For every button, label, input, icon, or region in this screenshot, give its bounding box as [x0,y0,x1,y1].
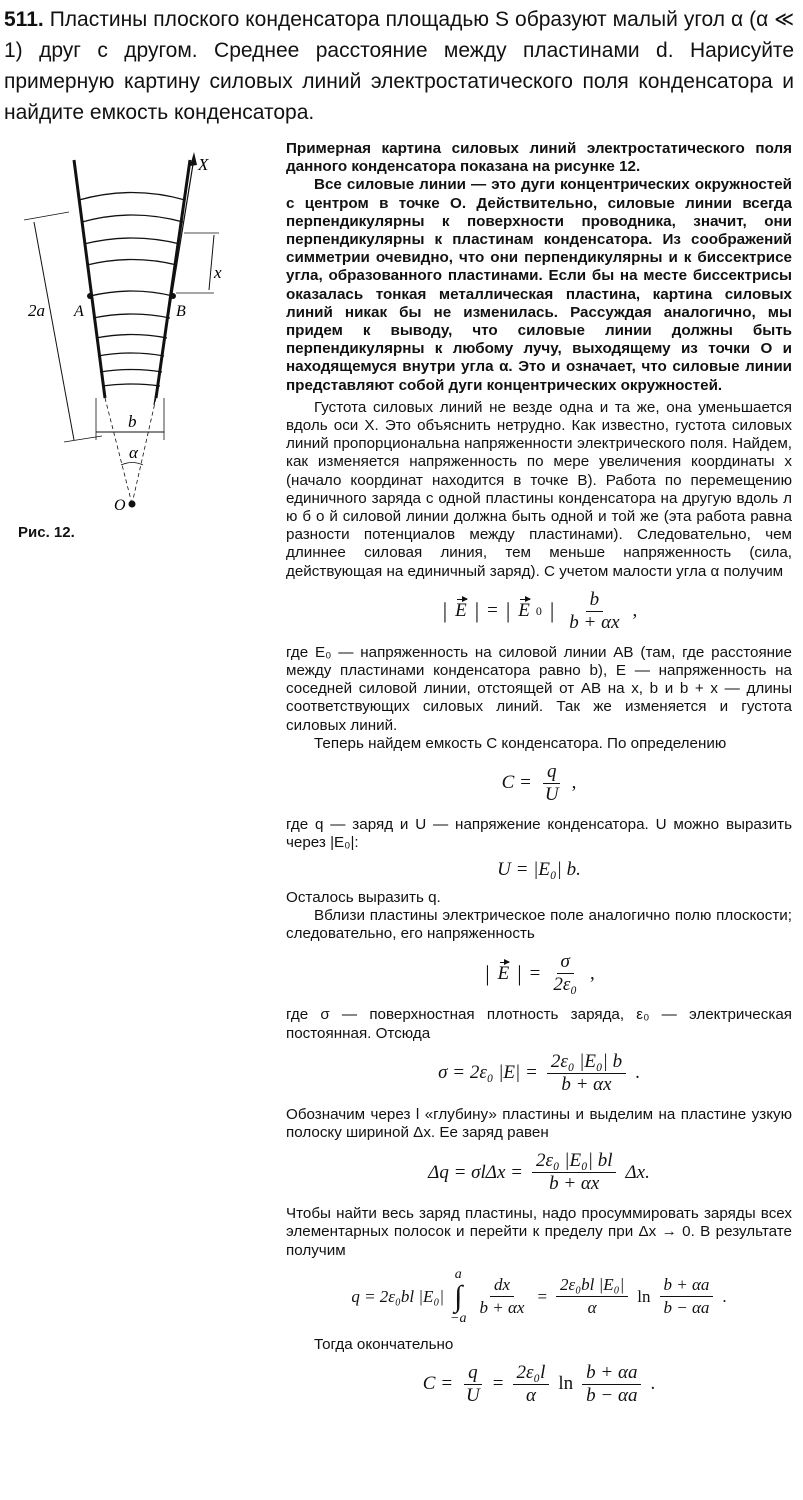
f7-d1: b + αx [479,1298,525,1318]
f2-lhs: C = [501,772,532,794]
f7-n2: 2ε₀bl |E₀| [556,1274,628,1297]
f5-lhs: σ = 2ε₀ |E| = [438,1062,538,1084]
sol-p9: где σ — поверхностная плотность заряда, ε₀ — электрическая постоянная. Отсюда [286,1006,792,1042]
f3-text: U = |E₀| b. [497,858,581,880]
f7-d2: α [587,1298,597,1318]
f6-lhs: Δq = σlΔx = [428,1161,523,1183]
field-arc [90,291,173,296]
sol-p10: Обозначим через l «глубину» пластины и выделим на пластине узкую полоску шириной Δx. Ее заряд равен [286,1105,792,1141]
f8-d2: α [525,1384,536,1406]
f8-lhs: C = [422,1373,454,1395]
label-b-point: B [176,303,186,320]
solution [286,140,792,1417]
f5-num: 2ε₀ |E₀| b [547,1051,626,1074]
f2-num: q [543,761,561,784]
f5-den: b + αx [561,1073,612,1095]
sol-p4: где E₀ — напряженность на силовой линии AB (там, где расстояние между пластинами конденсатора равно b), E — напряженность на соседней силовой линии, отстоящей от AB на x, b и b + x — длины соответствующих силовых линий. Так же изменяется и густота силовых линий. [286,643,792,734]
label-x-axis: X [198,155,209,174]
label-alpha: α [129,443,138,462]
f7-n3: b + αa [660,1274,714,1297]
problem-text: Пластины плоского конденсатора площадью S образуют малый угол α (α ≪ 1) друг с другом. Среднее расстояние между пластинами d. Нарисуйте примерную картину силовых линий электростатического поля конденсатора и найдите емкость конденсатора. [4,8,794,124]
sol-p6: где q — заряд и U — напряжение конденсатора. U можно выразить через |E₀|: [286,816,792,852]
label-b-dim: b [128,412,137,431]
f1-den: b + αx [569,611,620,633]
point-o [129,501,136,508]
formula-plane-field: | E | = $\frac{\sigma}{\text{2ε₀}}$ , [485,951,595,996]
f7-lower: −a [450,1310,467,1326]
point-b [170,293,176,299]
f7-d3: b − αa [663,1298,710,1318]
sol-p11: Чтобы найти весь заряд пластины, надо просуммировать заряды всех элементарных полосок и перейти к пределу при Δx → 0. В результате получим [286,1205,792,1259]
formula-c-final: C = $\frac{q}{U}$ = $\frac{\text{2ε₀l}}{\alpha}$ ln $\frac{b + \alpha a}{b - \alpha a}$ . [422,1361,656,1406]
f8-n3: b + αa [582,1362,641,1385]
f7-upper: a [454,1266,462,1282]
formula-e-field: | E | = | E 0 | $\frac{b}{b + \alpha x}$ , [442,588,638,633]
f4-den: 2ε₀ [553,974,577,996]
field-arc [84,238,180,244]
f8-d3: b − αa [586,1384,638,1406]
field-arc [100,370,162,373]
formula-sigma: σ = 2ε₀ |E| = $\frac{\text{2ε₀ |E₀| b}}{b + \alpha x}$ . [438,1050,640,1095]
f8-n2: 2ε₀l [513,1362,550,1385]
sol-p8: Вблизи пластины электрическое поле аналогично полю плоскости; следовательно, его напряженность [286,906,792,943]
point-a [87,293,93,299]
f6-tail: Δx. [625,1161,650,1183]
sol-p5: Теперь найдем емкость C конденсатора. По определению [314,734,727,752]
x-axis-arrow [190,152,197,166]
f4-num: σ [557,951,574,974]
sol-p12: Тогда окончательно [314,1335,454,1353]
alpha-arc [121,463,143,466]
formula-dq [286,1150,792,1195]
field-arc [102,384,160,386]
f6-den: b + αx [549,1173,600,1195]
dim-2a [34,222,74,440]
problem-statement [4,4,794,128]
f6-num: 2ε₀ |E₀| bl [532,1150,617,1173]
label-x-dim: x [214,263,222,282]
label-2a: 2a [28,301,45,320]
formula-capacitance-def: C = $\frac{q}{U}$ , [501,761,577,806]
sol-p3: Густота силовых линий не везде одна и та же, она уменьшается вдоль оси X. Это объяснить нетрудно. Как известно, густота силовых линий пропорциональна напряженности электрического поля. Найдем, как изменяется напряженность по мере увеличения координаты x (начало координат находится в точке B). Работа по перемещению единичного заряда с одной пластины конденсатора на другую вдоль л ю б о й силовой линии должна быть одной и той же (эта работа равна разности потенциалов между пластинами). Следовательно, чем длиннее силовая линия, тем меньше напряженность (сила, действующая на единичный заряд). С учетом малости угла α получим [286,398,792,580]
figure-12 [4,140,274,540]
label-o: O [114,497,126,514]
figure-caption: Рис. 12. [18,524,75,541]
field-arc [79,193,185,201]
field-arc [98,353,164,356]
sol-p1: Примерная картина силовых линий электростатического поля данного конденсатора показана на рисунке 12. [286,140,792,176]
f2-den: U [544,784,559,806]
f7-lhs: q = 2ε₀bl |E₀| [351,1286,445,1306]
field-lines [79,193,185,387]
field-arc [93,314,170,318]
f8-n1: q [464,1362,482,1385]
label-a: A [74,303,84,320]
formula-q-integral: q = 2ε₀bl |E₀| a ∫ −a $\frac{dx}{b + \alpha x}$ = $\frac{\text{2ε₀bl |E₀|}}{\alpha}$ ln $\frac{b + \alpha a}{b - \alpha a}$ . [351,1266,727,1326]
f8-d1: U [466,1384,480,1406]
f1-num: b [586,589,604,612]
sol-p2: Все силовые линии — это дуги концентрических окружностей с центром в точке O. Действительно, силовые линии всегда перпендикулярны к поверхности проводника, значит, они перпендикулярны к пластинам конденсатора. Из соображений симметрии очевидно, что они перпендикулярны и к биссектрисе угла, образованного пластинами. Если бы на месте биссектрисы оказалась тонкая металлическая пластина, картина силовых линий никак бы не изменилась. Рассуждая аналогично, мы придем к выводу, что силовые линии должны быть перпендикулярны к любому лучу, выходящему из точки O и находящемуся внутри угла α. Это и означает, что силовые линии представляют собой дуги концентрических окружностей. [286,176,792,394]
field-arc [87,260,177,266]
field-arc [96,335,167,339]
problem-number: 511. [4,8,44,31]
field-arc [82,215,183,222]
f7-n1: dx [490,1274,514,1297]
sol-p7: Осталось выразить q. [286,888,441,906]
formula-voltage [286,858,792,880]
